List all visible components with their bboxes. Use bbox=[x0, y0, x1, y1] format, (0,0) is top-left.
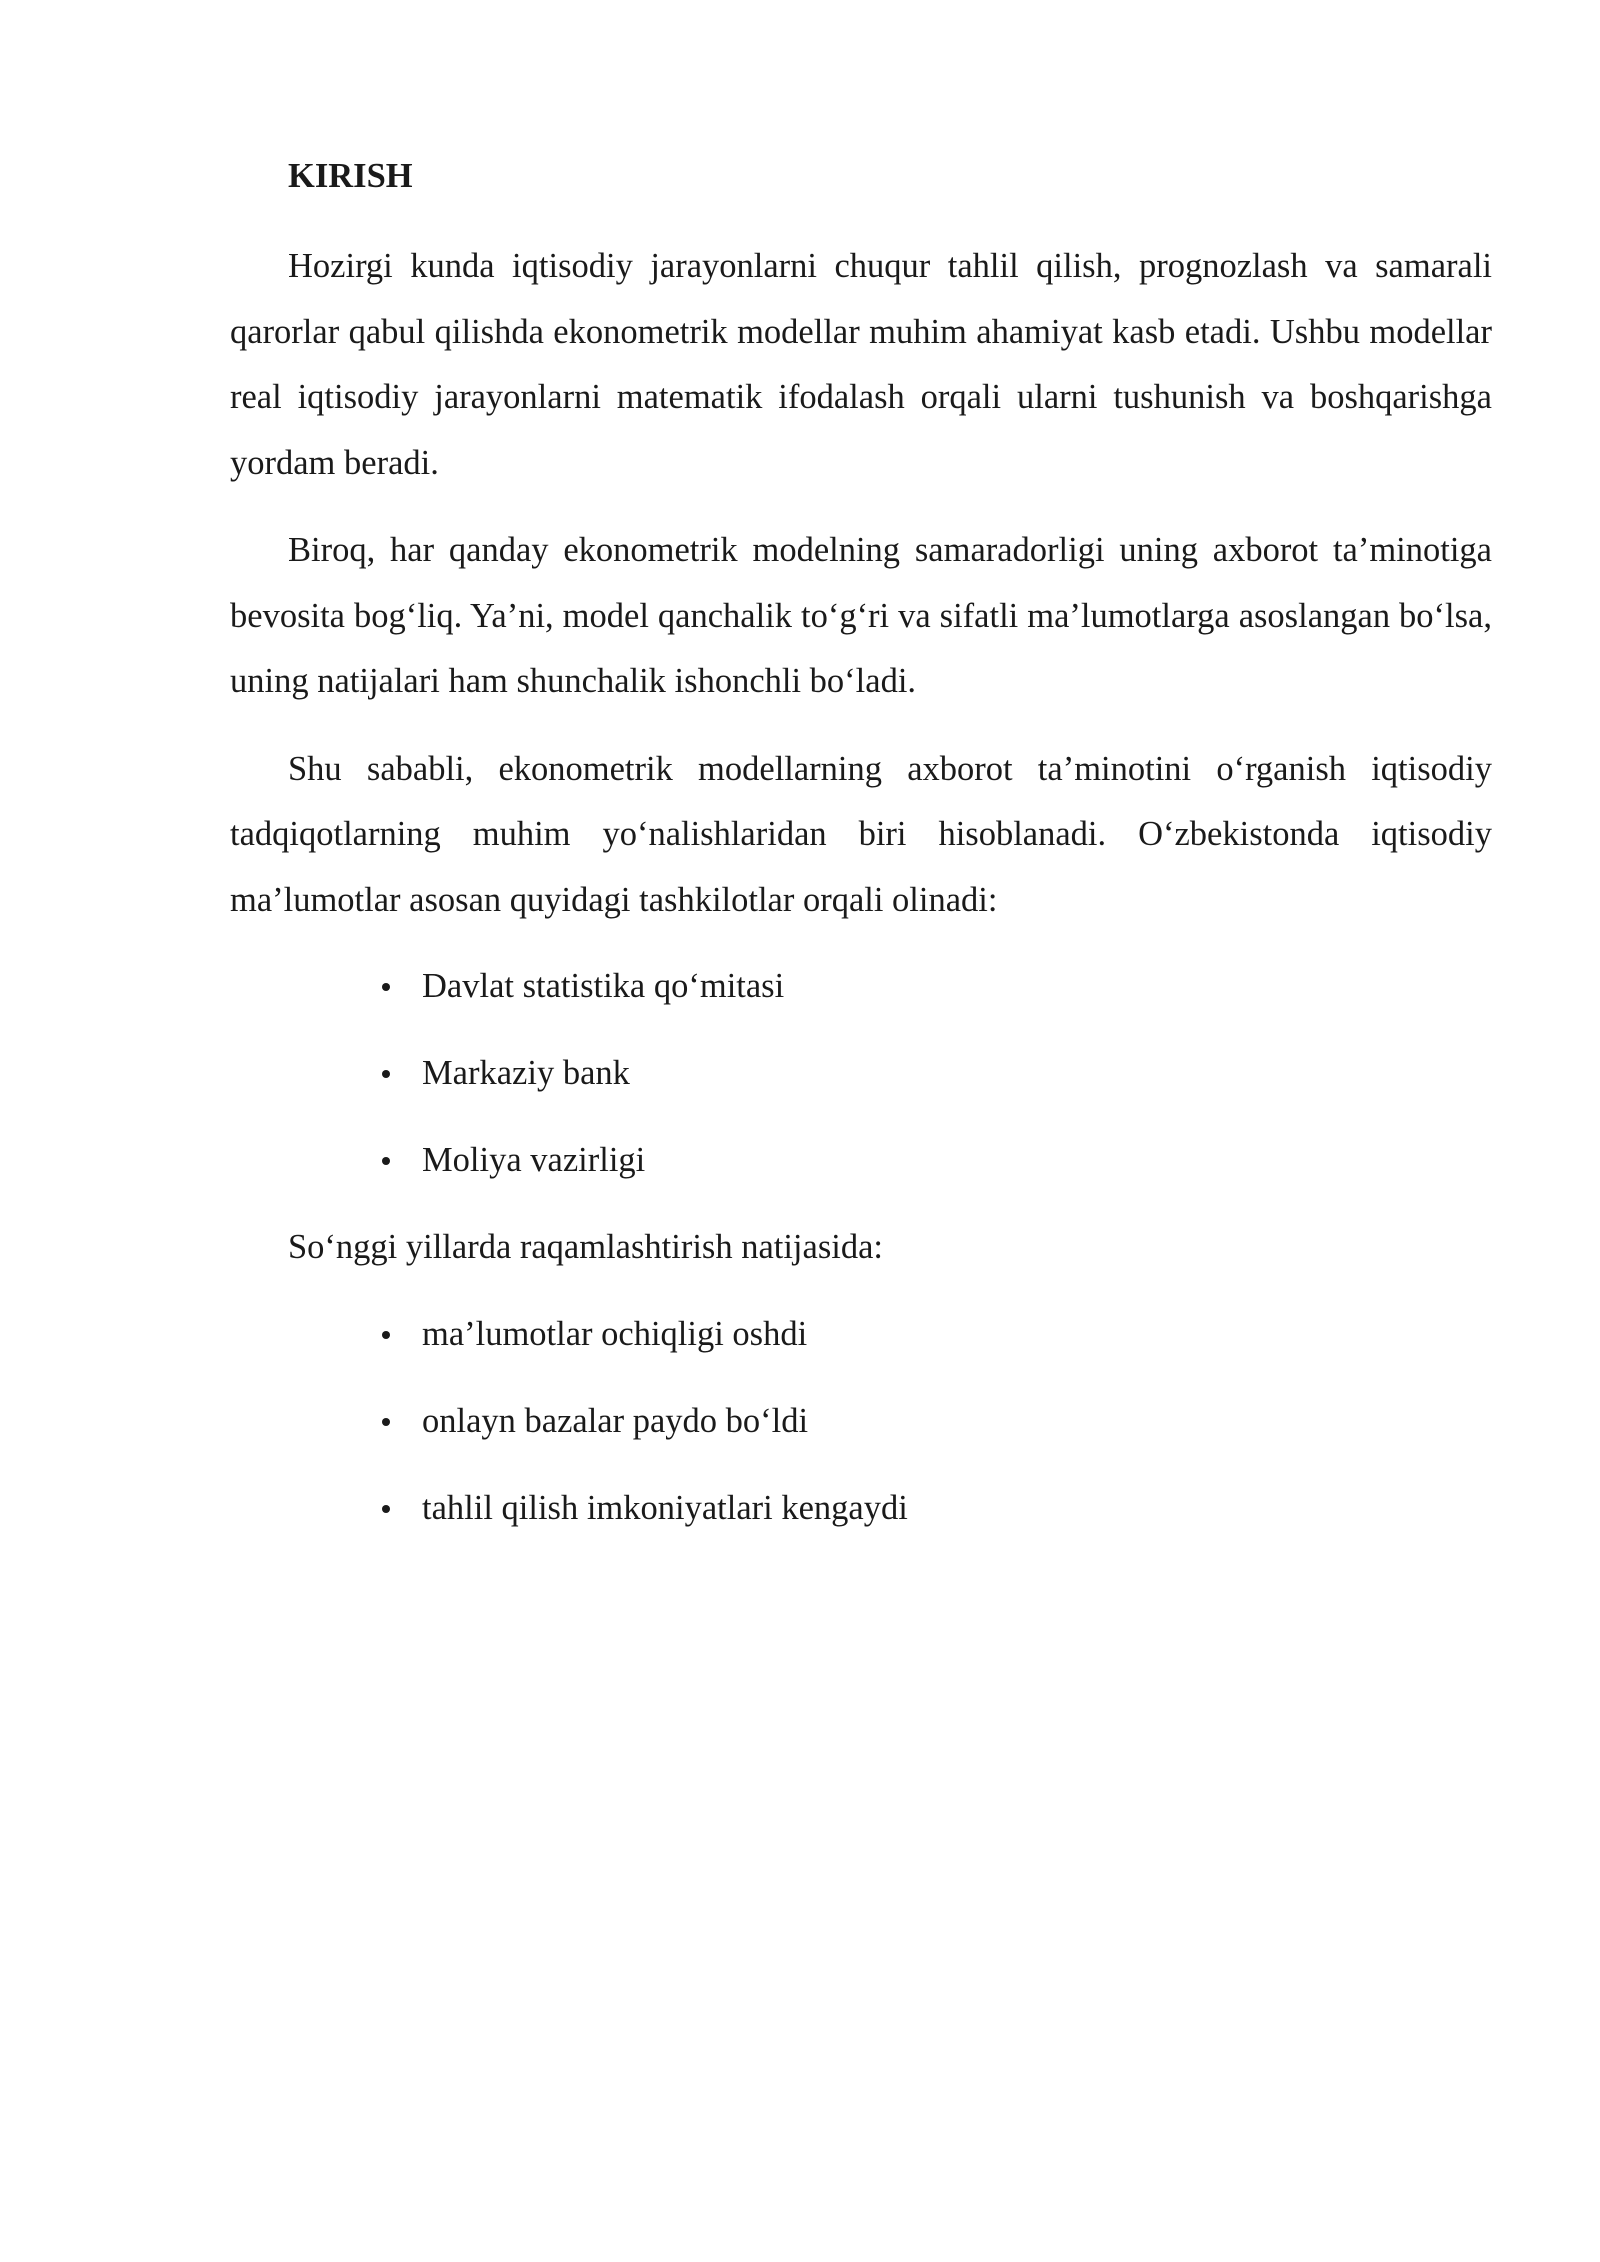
paragraph-information-support: Biroq, har qanday ekonometrik modelning samaradorligi uning axborot ta’minotiga bevosita bog‘liq. Ya’ni, model qanchalik to‘g‘ri va sifatli ma’lumotlarga asoslangan bo‘lsa, uning natijalari ham shunchalik ishonchli bo‘ladi. bbox=[230, 531, 1492, 700]
list-item-text: ma’lumotlar ochiqligi oshdi bbox=[422, 1315, 808, 1353]
bullet-icon bbox=[382, 1418, 390, 1426]
section-heading: KIRISH bbox=[288, 157, 413, 195]
list-item bbox=[230, 1030, 1492, 1117]
list-item-text: tahlil qilish imkoniyatlari kengaydi bbox=[422, 1489, 908, 1527]
list-item bbox=[230, 1117, 1492, 1204]
list-item bbox=[230, 1465, 1492, 1552]
list-item bbox=[230, 943, 1492, 1030]
list-item bbox=[230, 1291, 1492, 1378]
sources-list bbox=[230, 943, 1492, 1204]
bullet-icon bbox=[382, 1331, 390, 1339]
bullet-icon bbox=[382, 1157, 390, 1165]
list-item-text: Moliya vazirligi bbox=[422, 1141, 646, 1179]
list-item-text: Davlat statistika qo‘mitasi bbox=[422, 967, 785, 1005]
list-item-text: Markaziy bank bbox=[422, 1054, 630, 1092]
list-item bbox=[230, 1378, 1492, 1465]
list-item-text: onlayn bazalar paydo bo‘ldi bbox=[422, 1402, 809, 1440]
digitalization-list bbox=[230, 1291, 1492, 1552]
document-body bbox=[230, 148, 1492, 1552]
bullet-icon bbox=[382, 983, 390, 991]
bullet-icon bbox=[382, 1070, 390, 1078]
bullet-icon bbox=[382, 1505, 390, 1513]
digitalization-lead: So‘nggi yillarda raqamlashtirish natijasida: bbox=[288, 1228, 883, 1266]
paragraph-intro: Hozirgi kunda iqtisodiy jarayonlarni chuqur tahlil qilish, prognozlash va samarali qarorlar qabul qilishda ekonometrik modellar muhim ahamiyat kasb etadi. Ushbu modellar real iqtisodiy jarayonlarni matematik ifodalash orqali ularni tushunish va boshqarishga yordam beradi. bbox=[230, 247, 1492, 482]
paragraph-data-sources: Shu sababli, ekonometrik modellarning axborot ta’minotini o‘rganish iqtisodiy tadqiqotlarning muhim yo‘nalishlaridan biri hisoblanadi. O‘zbekistonda iqtisodiy ma’lumotlar asosan quyidagi tashkilotlar orqali olinadi: bbox=[230, 749, 1492, 919]
